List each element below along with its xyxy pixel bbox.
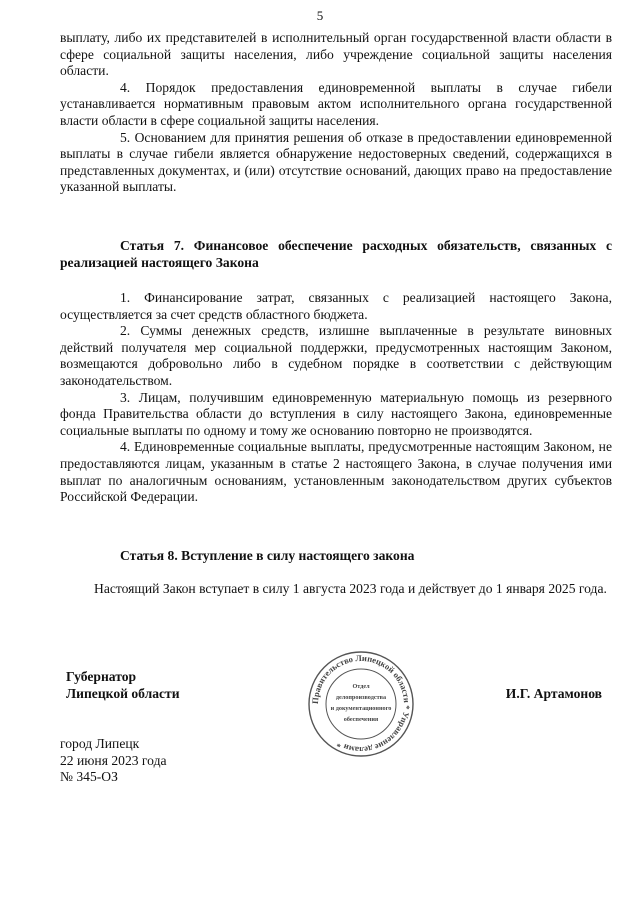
seal-inner-line: Отдел <box>352 683 370 690</box>
closing-number: № 345-ОЗ <box>60 769 118 785</box>
paragraph: 3. Лицам, получившим единовременную материальную помощь из резервного фонда Правительства области до вступления в силу настоящего Закона, единовременные социальные выплаты по одному и тому же основанию повторно не производятся. <box>60 389 612 438</box>
signatory-name: И.Г. Артамонов <box>505 686 602 701</box>
signatory-title-line1: Губернатор <box>66 669 137 684</box>
article8-body <box>60 581 612 598</box>
article6-tail <box>60 30 612 196</box>
seal-inner-line: делопроизводства <box>335 694 387 701</box>
closing-block <box>60 736 167 786</box>
closing-city: город Липецк <box>60 736 140 751</box>
closing-date: 22 июня 2023 года <box>60 752 167 768</box>
article7-heading-block <box>60 238 612 271</box>
article8-heading: Статья 8. Вступление в силу настоящего закона <box>120 548 415 563</box>
article7-body <box>60 290 612 506</box>
signature-block <box>60 652 612 756</box>
article8-heading-block <box>60 548 612 565</box>
seal-inner-line: и документационного <box>330 705 392 712</box>
official-seal <box>305 648 417 760</box>
paragraph: 4. Порядок предоставления единовременной выплаты в случае гибели устанавливается нормативным правовым актом исполнительного органа государственной власти области в сфере социальной защиты населения. <box>60 79 612 128</box>
page-number: 5 <box>316 8 324 23</box>
signatory-title <box>66 668 180 702</box>
paragraph: выплату, либо их представителей в исполнительный орган государственной власти области в сфере социальной защиты населения, либо учреждение социальной защиты населения области. <box>60 30 612 79</box>
article7-heading: Статья 7. Финансовое обеспечение расходных обязательств, связанных с реализацией настоящего Закона <box>60 238 612 270</box>
paragraph: 4. Единовременные социальные выплаты, предусмотренные настоящим Законом, не предоставляются лицам, указанным в статье 2 настоящего Закона, в случае получения ими выплат по аналогичным основаниям, установленным законодательством других субъектов Российской Федерации. <box>60 439 612 505</box>
seal-inner-line: обеспечения <box>343 716 379 723</box>
seal-outer-text: Правительство Липецкой области * Управление делами * <box>309 652 413 756</box>
signatory-title-line2: Липецкой области <box>66 686 180 701</box>
paragraph: Настоящий Закон вступает в силу 1 августа 2023 года и действует до 1 января 2025 года. <box>94 581 607 596</box>
paragraph: 2. Суммы денежных средств, излишне выплаченные в результате виновных действий получателя мер социальной поддержки, предусмотренных настоящим Законом, возмещаются добровольно либо в судебном порядке в соответствии с действующим законодательством. <box>60 323 612 388</box>
paragraph: 5. Основанием для принятия решения об отказе в предоставлении единовременной выплаты в случае гибели является обнаружение недостоверных сведений, содержащихся в представленных документах, и (или) отсутствие оснований, дающих право на предоставление указанной выплаты. <box>60 129 612 195</box>
paragraph: 1. Финансирование затрат, связанных с реализацией настоящего Закона, осуществляется за счет средств областного бюджета. <box>60 290 612 322</box>
